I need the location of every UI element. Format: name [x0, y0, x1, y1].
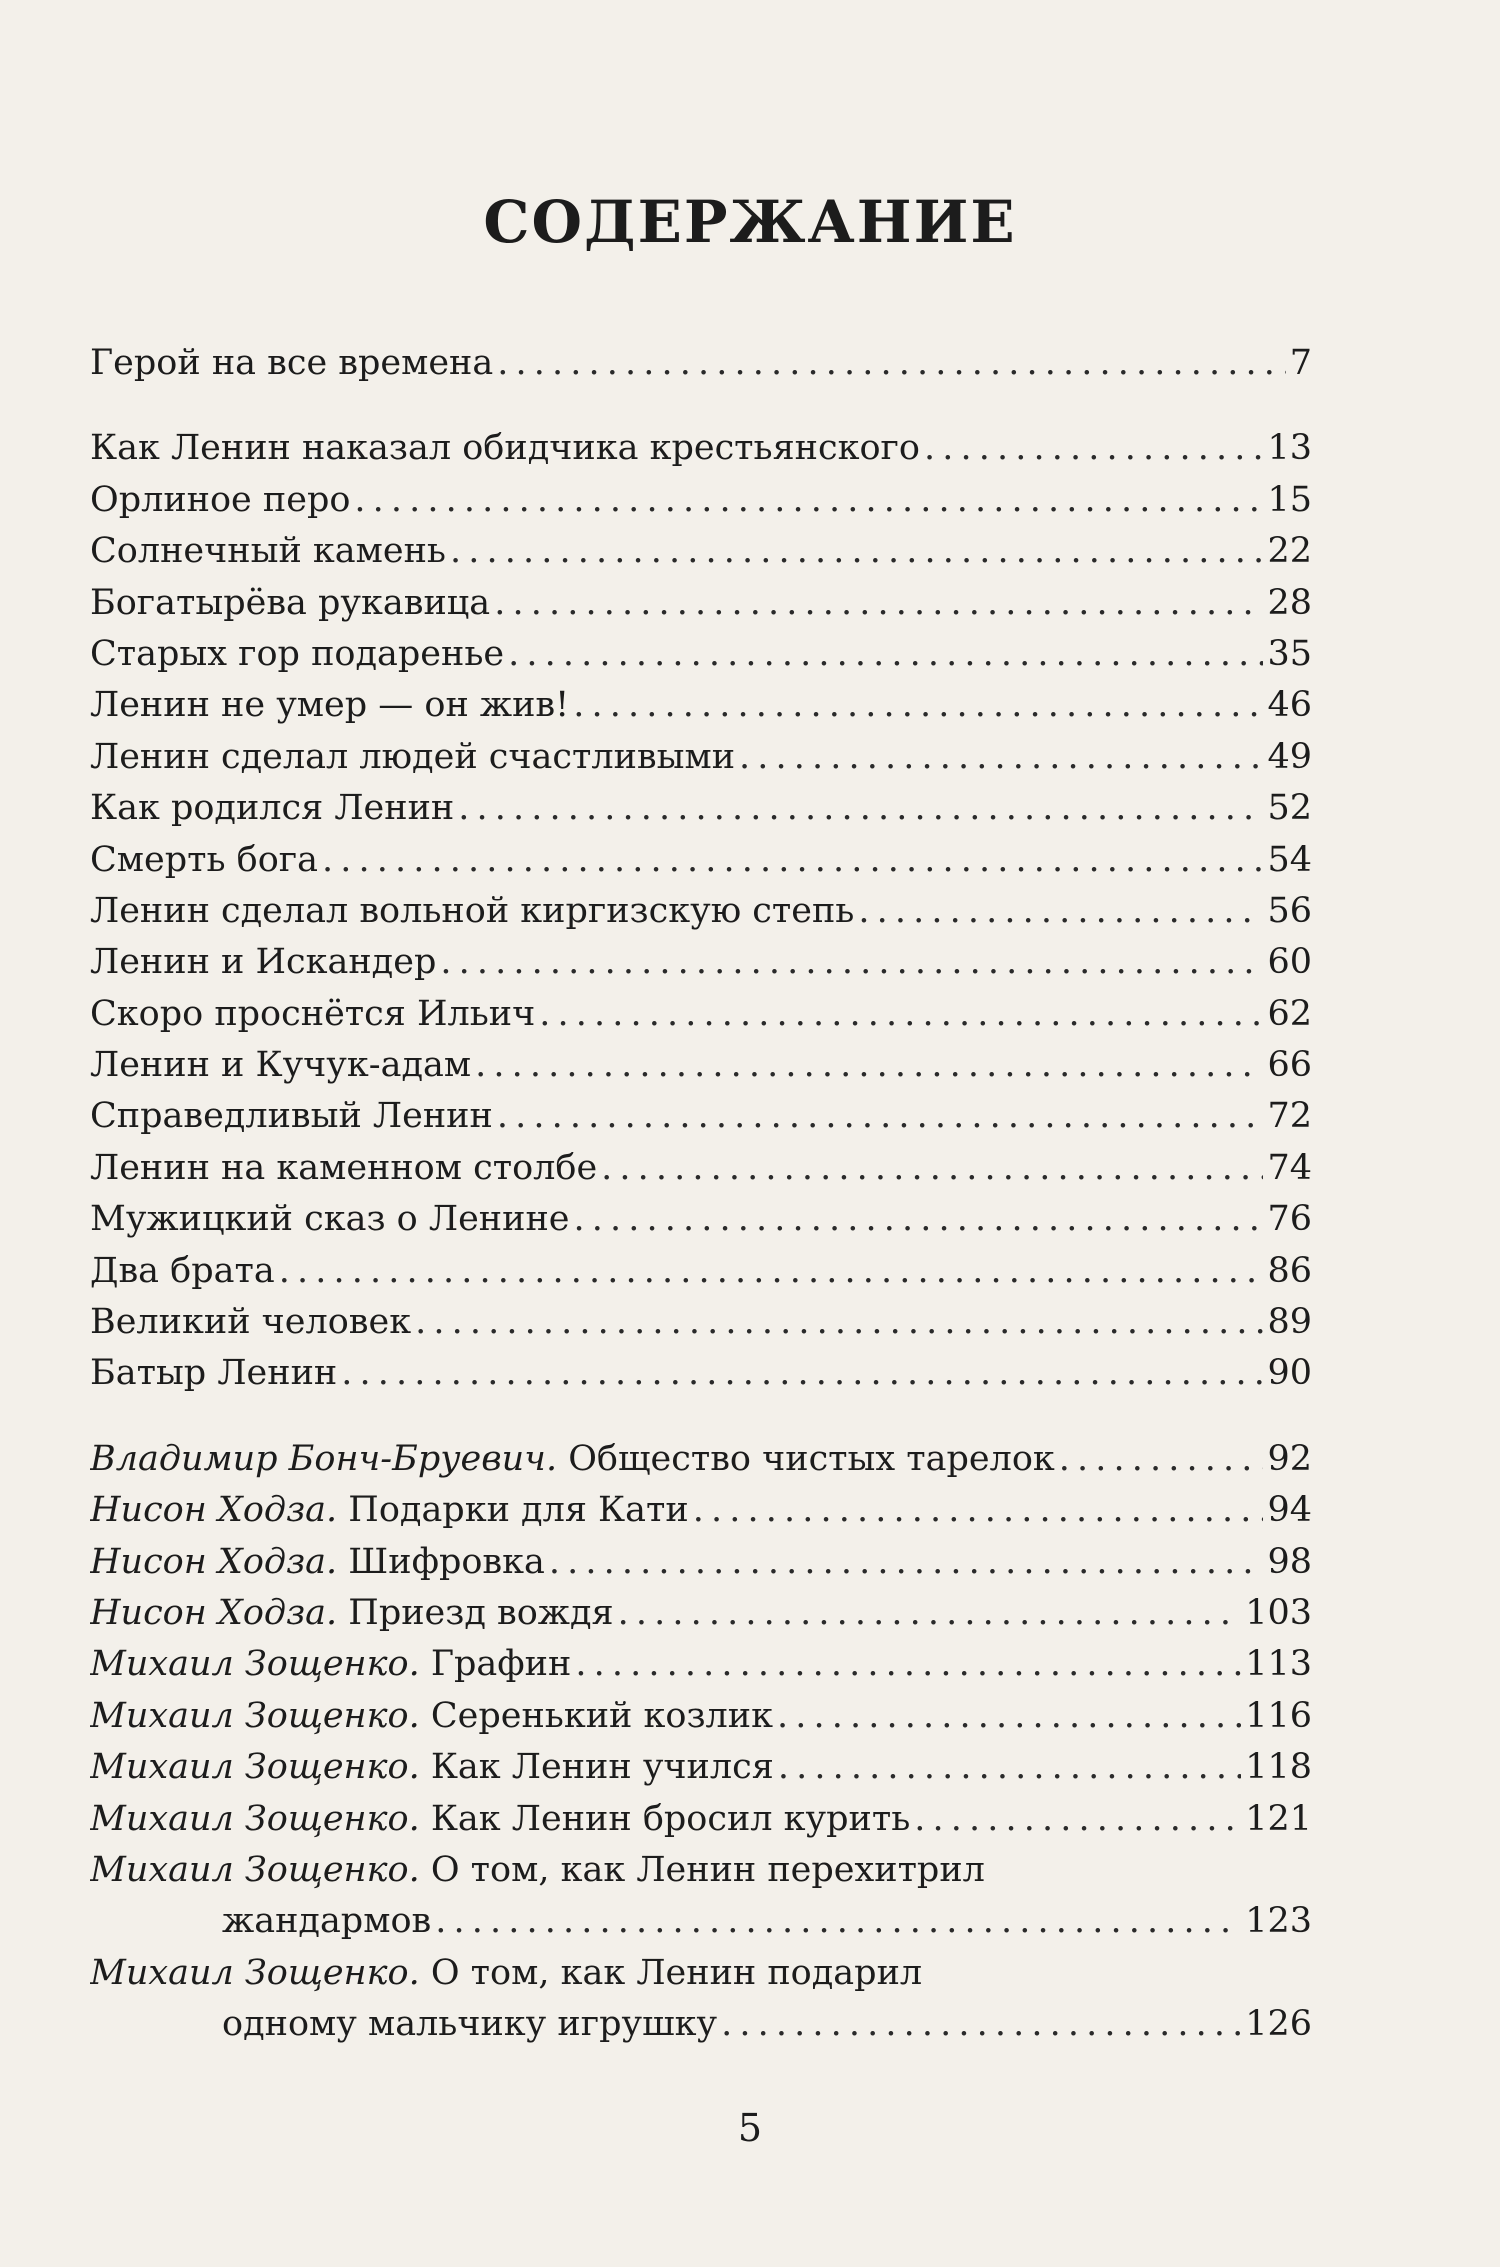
toc-entry	[90, 989, 1312, 1040]
toc-entry	[90, 578, 1312, 629]
toc-entry-work: Графин	[419, 1644, 572, 1685]
toc-entry-author: Михаил Зощенко.	[90, 1644, 420, 1685]
toc-entry-title: Мужицкий сказ о Ленине	[90, 1199, 570, 1240]
toc-entry-title	[90, 1588, 614, 1639]
toc-entry-page: 123	[1245, 1901, 1312, 1942]
toc-entry	[90, 1845, 1312, 1896]
toc-entry-page: 28	[1267, 582, 1312, 623]
toc-entry	[90, 783, 1312, 834]
table-of-contents	[90, 338, 1312, 2051]
toc-entry-page: 126	[1245, 2004, 1312, 2045]
toc-entry-continuation	[90, 1999, 1312, 2050]
leader-dots	[924, 423, 1263, 474]
toc-entry	[90, 835, 1312, 886]
toc-entry-work: Общество чистых тарелок	[557, 1438, 1055, 1479]
toc-entry-work: Шифровка	[337, 1541, 545, 1582]
toc-entry-title: Скоро проснётся Ильич	[90, 993, 536, 1034]
page-title: СОДЕРЖАНИЕ	[483, 188, 1017, 256]
toc-entry	[90, 338, 1312, 389]
leader-dots	[497, 1091, 1264, 1142]
toc-entry-title: Смерть бога	[90, 839, 319, 880]
toc-entry-page: 54	[1267, 839, 1312, 880]
toc-entry-page: 116	[1245, 1695, 1312, 1736]
toc-entry	[90, 1143, 1312, 1194]
toc-entry-title	[90, 1434, 1055, 1485]
leader-dots	[354, 475, 1263, 526]
toc-entry	[90, 1948, 1312, 1999]
toc-entry	[90, 732, 1312, 783]
toc-entry-author: Михаил Зощенко.	[90, 1747, 420, 1788]
toc-entry-title	[90, 1537, 545, 1588]
leader-dots	[777, 1691, 1241, 1742]
toc-entry-title: Ленин сделал людей счастливыми	[90, 736, 736, 777]
toc-entry-page: 13	[1267, 428, 1312, 469]
leader-dots	[721, 1999, 1241, 2050]
toc-entry-title: Старых гор подаренье	[90, 633, 505, 674]
toc-entry-title: Ленин сделал вольной киргизскую степь	[90, 890, 855, 931]
toc-entry	[90, 1537, 1312, 1588]
toc-entry-title: Как Ленин наказал обидчика крестьянского	[90, 428, 920, 469]
toc-entry-work: Подарки для Кати	[337, 1490, 689, 1531]
toc-entry-page: 90	[1267, 1353, 1312, 1394]
leader-dots	[601, 1143, 1263, 1194]
leader-dots	[497, 338, 1285, 389]
toc-entry	[90, 1742, 1312, 1793]
leader-dots	[575, 1639, 1241, 1690]
leader-dots	[279, 1246, 1264, 1297]
toc-entry-page: 56	[1267, 890, 1312, 931]
toc-entry-author: Михаил Зощенко.	[90, 1695, 420, 1736]
toc-entry-page: 74	[1267, 1147, 1312, 1188]
toc-entry-page: 35	[1267, 633, 1312, 674]
leader-dots	[494, 578, 1263, 629]
toc-entry-work-cont: одному мальчику игрушку	[222, 2004, 718, 2045]
toc-entry-continuation	[90, 1896, 1312, 1947]
toc-entry	[90, 937, 1312, 988]
toc-entry-title: Солнечный камень	[90, 531, 446, 572]
toc-entry	[90, 680, 1312, 731]
toc-entry-author: Нисон Ходза.	[90, 1541, 338, 1582]
toc-entry-work: Серенький козлик	[419, 1695, 773, 1736]
leader-dots	[539, 989, 1263, 1040]
toc-entry-title	[90, 1639, 571, 1690]
toc-entry	[90, 629, 1312, 680]
toc-entry-title: Великий человек	[90, 1302, 412, 1343]
toc-entry-title: Богатырёва рукавица	[90, 582, 491, 623]
toc-entry	[90, 526, 1312, 577]
leader-dots	[549, 1537, 1264, 1588]
toc-entry-page: 60	[1267, 942, 1312, 983]
leader-dots	[440, 937, 1263, 988]
leader-dots	[475, 1040, 1263, 1091]
toc-entry-author: Михаил Зощенко.	[90, 1849, 420, 1890]
toc-entry-title: Ленин на каменном столбе	[90, 1147, 598, 1188]
toc-entry	[90, 1194, 1312, 1245]
toc-entry	[90, 1348, 1312, 1399]
toc-entry-page: 66	[1267, 1045, 1312, 1086]
toc-entry-page: 62	[1267, 993, 1312, 1034]
toc-entry-page: 7	[1289, 343, 1312, 383]
toc-entry	[90, 1040, 1312, 1091]
toc-entry-work: Приезд вождя	[337, 1592, 614, 1633]
toc-entry	[90, 1246, 1312, 1297]
toc-entry-page: 72	[1267, 1096, 1312, 1137]
toc-entry-page: 103	[1245, 1592, 1312, 1633]
leader-dots	[573, 680, 1263, 731]
leader-dots	[341, 1348, 1263, 1399]
toc-entry-page: 94	[1267, 1490, 1312, 1531]
leader-dots	[693, 1485, 1264, 1536]
leader-dots	[1059, 1434, 1264, 1485]
toc-entry	[90, 1639, 1312, 1690]
toc-entry-page: 22	[1267, 531, 1312, 572]
toc-entry-page: 15	[1267, 479, 1312, 520]
toc-entry	[90, 1588, 1312, 1639]
page-number: 5	[737, 2106, 763, 2150]
toc-entry	[90, 1297, 1312, 1348]
toc-entry-title: Орлиное перо	[90, 479, 351, 520]
toc-entry-author: Михаил Зощенко.	[90, 1798, 420, 1839]
toc-entry	[90, 1485, 1312, 1536]
toc-entry-title: Ленин не умер — он жив!	[90, 685, 570, 726]
leader-dots	[914, 1794, 1241, 1845]
toc-entry-title	[90, 1948, 922, 1999]
toc-entry-title	[90, 1742, 774, 1793]
toc-entry-page: 118	[1245, 1747, 1312, 1788]
leader-dots	[858, 886, 1263, 937]
toc-entry-title: Справедливый Ленин	[90, 1096, 493, 1137]
toc-entry-author: Михаил Зощенко.	[90, 1952, 420, 1993]
toc-entry-page: 92	[1267, 1438, 1312, 1479]
toc-entry-title: Два брата	[90, 1250, 275, 1291]
leader-dots	[450, 526, 1263, 577]
toc-entry	[90, 1691, 1312, 1742]
toc-entry-author: Владимир Бонч-Бруевич.	[90, 1438, 558, 1479]
toc-entry-work: Как Ленин бросил курить	[419, 1798, 911, 1839]
toc-entry-page: 46	[1267, 685, 1312, 726]
toc-entry-work: О том, как Ленин подарил	[419, 1952, 923, 1993]
toc-entry-title: Батыр Ленин	[90, 1353, 338, 1394]
toc-entry-page: 86	[1267, 1250, 1312, 1291]
toc-entry-title	[90, 1794, 910, 1845]
leader-dots	[574, 1194, 1264, 1245]
toc-entry-title: Как родился Ленин	[90, 788, 455, 829]
toc-entry-author: Нисон Ходза.	[90, 1592, 338, 1633]
toc-entry-page: 89	[1267, 1302, 1312, 1343]
toc-entry-page: 76	[1267, 1199, 1312, 1240]
toc-entry-title	[90, 1485, 689, 1536]
toc-entry-work: Как Ленин учился	[419, 1747, 774, 1788]
toc-entry-page: 121	[1245, 1798, 1312, 1839]
toc-entry-title: Герой на все времена	[90, 343, 494, 383]
toc-entry-title	[90, 1845, 985, 1896]
leader-dots	[618, 1588, 1242, 1639]
leader-dots	[778, 1742, 1241, 1793]
toc-entry-page: 113	[1245, 1644, 1312, 1685]
leader-dots	[435, 1896, 1241, 1947]
toc-entry-title: Ленин и Искандер	[90, 942, 437, 983]
toc-entry	[90, 1794, 1312, 1845]
toc-entry-title: Ленин и Кучук-адам	[90, 1045, 472, 1086]
toc-entry	[90, 475, 1312, 526]
toc-entry-title	[90, 1691, 773, 1742]
toc-entry-page: 98	[1267, 1541, 1312, 1582]
leader-dots	[458, 783, 1263, 834]
toc-entry-author: Нисон Ходза.	[90, 1490, 338, 1531]
toc-entry-work: О том, как Ленин перехитрил	[419, 1849, 985, 1890]
toc-entry	[90, 423, 1312, 474]
leader-dots	[508, 629, 1263, 680]
toc-entry-work-cont: жандармов	[222, 1901, 432, 1942]
toc-entry-page: 52	[1267, 788, 1312, 829]
leader-dots	[322, 835, 1263, 886]
toc-entry	[90, 886, 1312, 937]
leader-dots	[739, 732, 1263, 783]
leader-dots	[415, 1297, 1263, 1348]
toc-entry	[90, 1091, 1312, 1142]
toc-entry	[90, 1434, 1312, 1485]
toc-entry-page: 49	[1267, 736, 1312, 777]
